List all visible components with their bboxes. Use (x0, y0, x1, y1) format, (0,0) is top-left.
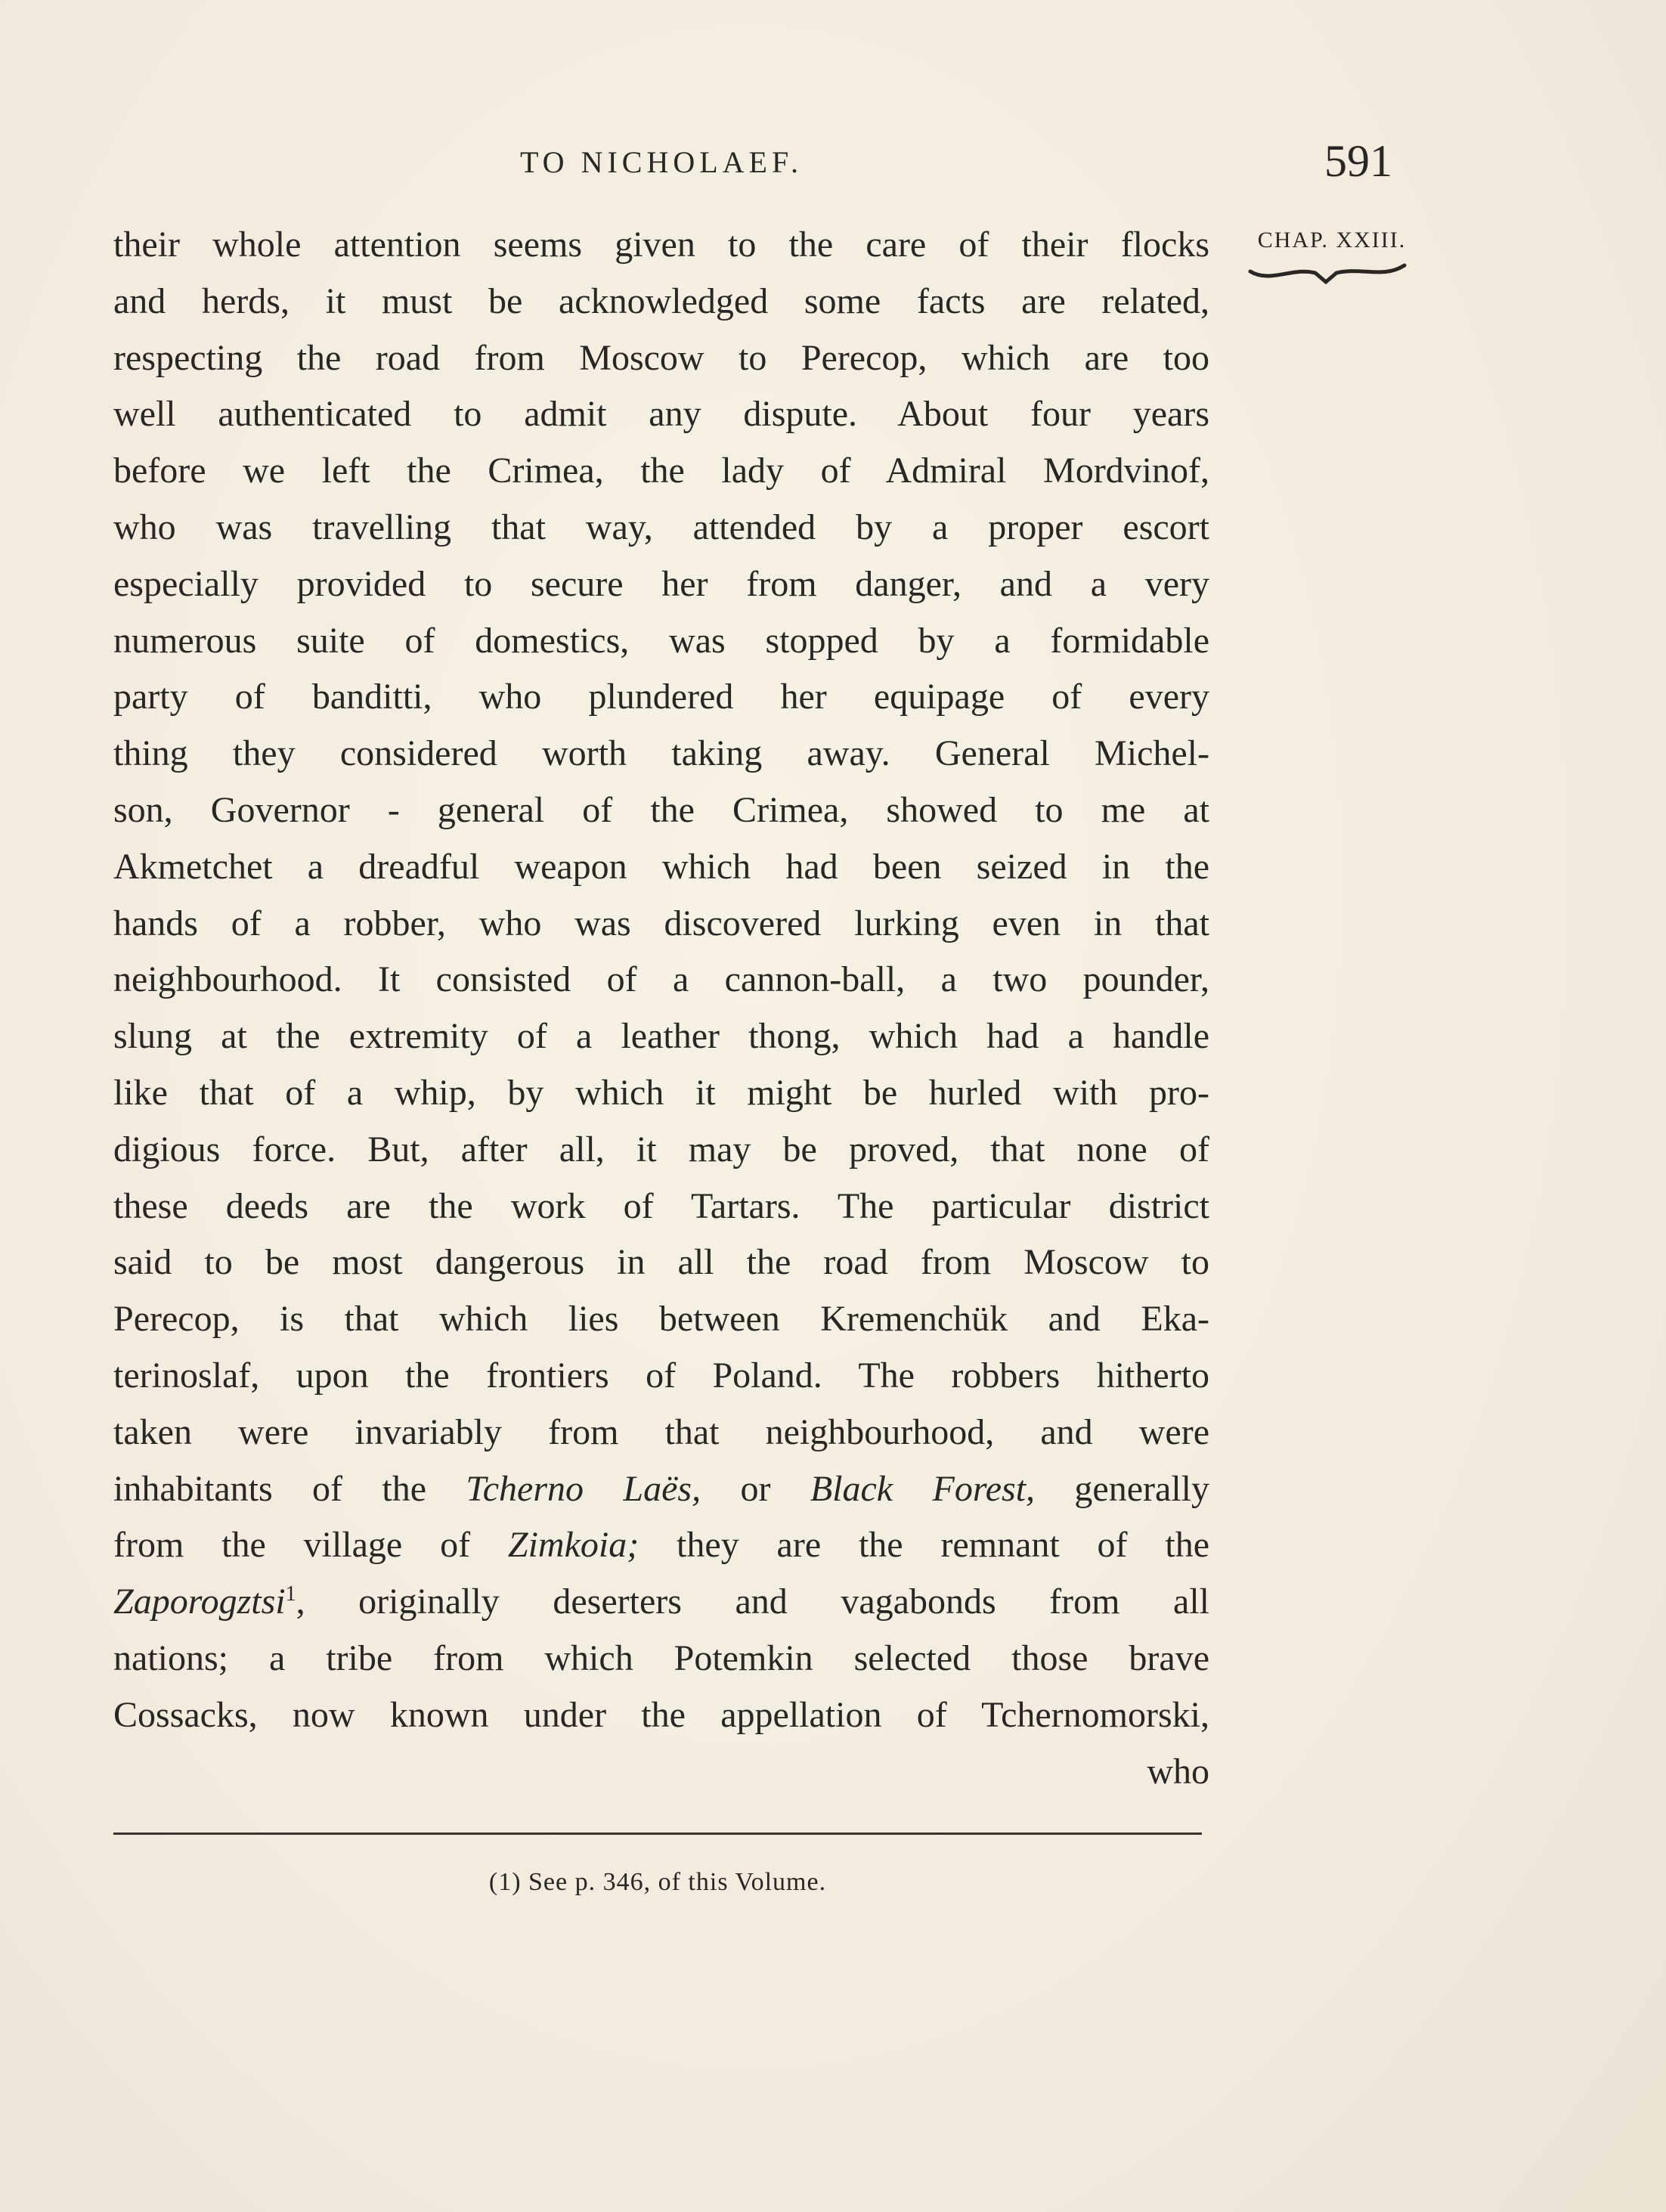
text-line: terinoslaf, upon the frontiers of Poland. The robbers hitherto (113, 1355, 1209, 1396)
text-line: these deeds are the work of Tartars. The particular district (113, 1185, 1209, 1226)
body-text (113, 217, 1209, 1800)
text-line: son, Governor - general of the Crimea, showed to me at (113, 789, 1209, 830)
chapter-flourish-ornament (1247, 261, 1407, 291)
text-line: numerous suite of domestics, was stopped by a formidable (113, 620, 1209, 661)
text-line: Zaporogztsi$^1$, originally deserters and vagabonds from all (113, 1582, 1209, 1622)
text-line: well authenticated to admit any dispute. About four years (113, 394, 1209, 435)
footnote: (1) See p. 346, of this Volume. (488, 1868, 827, 1896)
text-line: respecting the road from Moscow to Perecop, which are too (113, 337, 1209, 378)
text-line: hands of a robber, who was discovered lurking even in that (113, 903, 1209, 943)
text-line: and herds, it must be acknowledged some facts are related, (113, 280, 1209, 321)
text-line: their whole attention seems given to the care of their flocks (113, 225, 1209, 265)
text-line: inhabitants of the Tcherno Laës, or Black Forest, generally (113, 1468, 1210, 1509)
text-line: slung at the extremity of a leather thong, which had a handle (113, 1016, 1209, 1057)
text-line: nations; a tribe from which Potemkin selected those brave (113, 1637, 1209, 1678)
text-line: from the village of Zimkoia; they are the remnant of the (113, 1525, 1209, 1566)
catchword: who (1147, 1751, 1209, 1792)
text-line: Perecop, is that which lies between Kremenchük and Eka- (113, 1299, 1209, 1340)
italic-place-name: Black Forest, (810, 1468, 1036, 1509)
text-line: digious force. But, after all, it may be proved, that none of (113, 1129, 1209, 1170)
text-line: thing they considered worth taking away. General Michel- (113, 733, 1209, 774)
italic-place-name: Zimkoia; (507, 1525, 639, 1566)
text-line: taken were invariably from that neighbourhood, and were (113, 1411, 1209, 1452)
chapter-marginal-note: CHAP. XXIII. (1257, 228, 1407, 252)
text-line: neighbourhood. It consisted of a cannon-ball, a two pounder, (113, 959, 1209, 1000)
footnote-rule (113, 1832, 1202, 1835)
text-line: especially provided to secure her from danger, and a very (113, 563, 1209, 604)
text-line: Akmetchet a dreadful weapon which had been seized in the (113, 846, 1209, 887)
running-head: TO NICHOLAEF. (519, 145, 804, 179)
italic-tribe-name: Zaporogztsi (113, 1582, 286, 1622)
text-line: said to be most dangerous in all the road from Moscow to (113, 1242, 1209, 1283)
footnote-marker: 1 (285, 1582, 296, 1606)
text-line: before we left the Crimea, the lady of Admiral Mordvinof, (113, 451, 1209, 491)
text-line: who was travelling that way, attended by a proper escort (113, 507, 1209, 547)
italic-place-name: Tcherno Laës, (466, 1468, 701, 1509)
page-number: 591 (1324, 136, 1392, 186)
text-line: like that of a whip, by which it might be hurled with pro- (113, 1072, 1209, 1113)
text-line: Cossacks, now known under the appellation of Tchernomorski, (113, 1694, 1209, 1735)
text-line: party of banditti, who plundered her equipage of every (113, 677, 1209, 717)
